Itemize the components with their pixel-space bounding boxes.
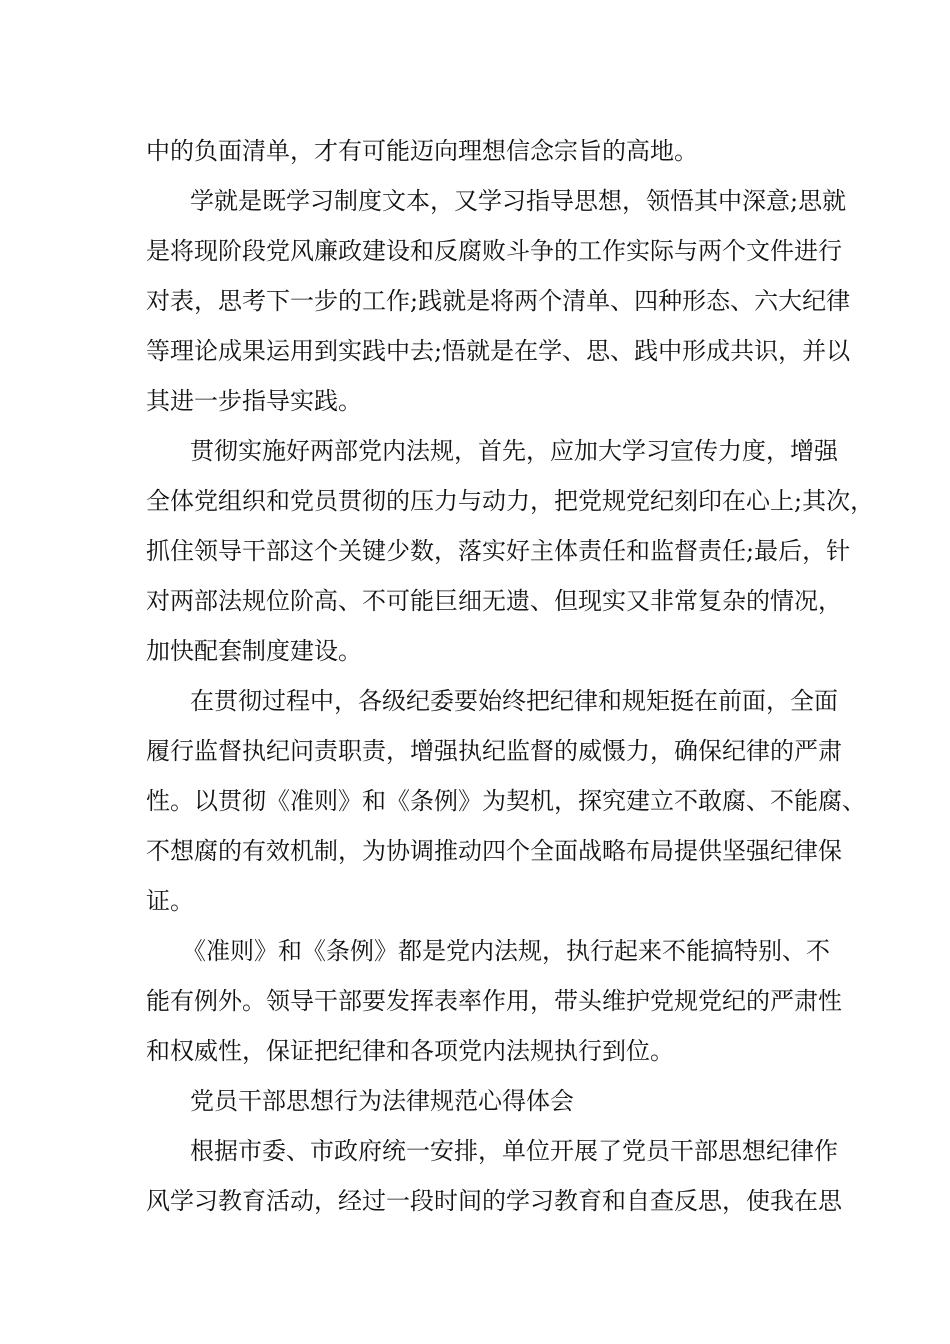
text-line: 等理论成果运用到实践中去;悟就是在学、思、践中形成共识，并以: [146, 337, 851, 365]
text-line: 性。以贯彻《准则》和《条例》为契机，探究建立不敢腐、不能腐、: [146, 787, 866, 815]
text-line: 贯彻实施好两部党内法规，首先，应加大学习宣传力度，增强: [190, 437, 838, 465]
text-line: 加快配套制度建设。: [146, 637, 362, 665]
text-line: 证。: [146, 887, 194, 915]
text-line: 能有例外。领导干部要发挥表率作用，带头维护党规党纪的严肃性: [146, 987, 842, 1015]
text-line: 风学习教育活动，经过一段时间的学习教育和自查反思，使我在思: [146, 1187, 842, 1215]
text-line: 其进一步指导实践。: [146, 387, 362, 415]
text-line: 履行监督执纪问责职责，增强执纪监督的威慑力，确保纪律的严肃: [146, 737, 842, 765]
text-line: 《准则》和《条例》都是党内法规，执行起来不能搞特别、不: [182, 937, 830, 965]
text-line: 和权威性，保证把纪律和各项党内法规执行到位。: [146, 1037, 674, 1065]
text-line: 对两部法规位阶高、不可能巨细无遗、但现实又非常复杂的情况，: [146, 587, 842, 615]
text-line: 在贯彻过程中，各级纪委要始终把纪律和规矩挺在前面，全面: [190, 687, 838, 715]
text-line: 是将现阶段党风廉政建设和反腐败斗争的工作实际与两个文件进行: [146, 237, 842, 265]
text-line: 中的负面清单，才有可能迈向理想信念宗旨的高地。: [146, 137, 698, 165]
text-line: 全体党组织和党员贯彻的压力与动力，把党规党纪刻印在心上;其次，: [146, 487, 875, 515]
text-line: 不想腐的有效机制，为协调推动四个全面战略布局提供坚强纪律保: [146, 837, 842, 865]
text-line: 学就是既学习制度文本，又学习指导思想，领悟其中深意;思就: [190, 187, 847, 215]
text-line: 抓住领导干部这个关键少数，落实好主体责任和监督责任;最后，针: [146, 537, 851, 565]
text-line: 根据市委、市政府统一安排，单位开展了党员干部思想纪律作: [190, 1137, 838, 1165]
section-heading: 党员干部思想行为法律规范心得体会: [190, 1087, 574, 1115]
text-line: 对表，思考下一步的工作;践就是将两个清单、四种形态、六大纪律: [146, 287, 851, 315]
